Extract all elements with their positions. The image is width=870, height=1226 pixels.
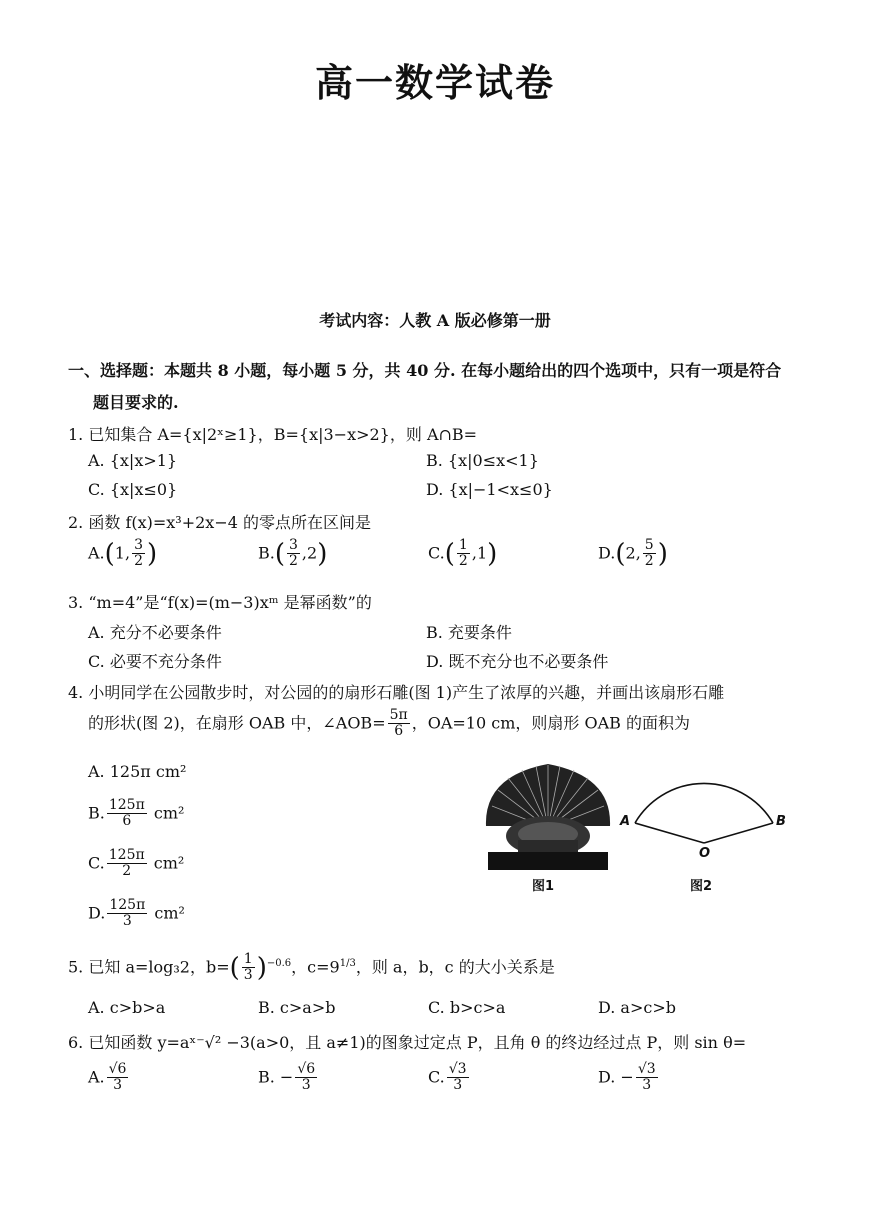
option-label: D. −: [598, 1067, 634, 1087]
q4-text: 的形状(图 2)，在扇形 OAB 中，∠AOB=: [88, 713, 386, 733]
q6-option-c: [428, 1062, 471, 1094]
option-label: B. −: [258, 1067, 294, 1087]
point-b-label: B: [776, 814, 786, 829]
option-label: B.: [258, 543, 275, 563]
numerator: √6: [297, 1061, 316, 1077]
exam-scope: 考试内容：人教 A 版必修第一册: [319, 311, 551, 330]
q3-option-a: A. 充分不必要条件: [88, 623, 222, 642]
q5-text: 5. 已知 a=log₃2，b=: [68, 957, 230, 977]
denominator: 2: [122, 863, 132, 880]
fraction: [107, 798, 147, 830]
figure-2-caption: 图2: [690, 879, 713, 894]
fraction: [107, 898, 147, 930]
denominator: 2: [134, 553, 143, 570]
fraction: [295, 1062, 317, 1094]
numerator: 1: [243, 951, 253, 967]
numerator: 125π: [108, 847, 145, 863]
q2-stem: 2. 函数 f(x)=x³+2x−4 的零点所在区间是: [68, 513, 371, 532]
figure-1-caption: 图1: [532, 879, 555, 894]
q1-stem: 1. 已知集合 A={x|2ˣ≥1}，B={x|3−x>2}，则 A∩B=: [68, 425, 478, 444]
q3-option-c: C. 必要不充分条件: [88, 652, 222, 671]
option-label: D.: [598, 543, 616, 563]
q5-option-b: B. c>a>b: [258, 998, 336, 1017]
q1-option-b: B. {x|0≤x<1}: [426, 451, 539, 470]
denominator: 6: [122, 813, 132, 830]
q5-option-c: C. b>c>a: [428, 998, 506, 1017]
q1-option-d: D. {x|−1<x≤0}: [426, 480, 553, 499]
exponent: 1/3: [339, 958, 356, 970]
denominator: 3: [113, 1077, 123, 1094]
q5-option-a: A. c>b>a: [88, 998, 166, 1017]
denominator: 3: [453, 1077, 463, 1094]
numerator: √3: [448, 1061, 467, 1077]
q4-option-d: [88, 898, 185, 930]
unit: cm²: [153, 853, 185, 873]
q3-option-b: B. 充要条件: [426, 623, 512, 642]
option-label: B.: [88, 803, 105, 823]
fraction: [636, 1062, 658, 1094]
q3-option-d: D. 既不充分也不必要条件: [426, 652, 609, 671]
fraction: [107, 848, 147, 880]
q4-option-c: [88, 848, 184, 880]
fan-sculpture-image: [478, 756, 618, 874]
q2-option-a: A.(1, $\frac{3}{2}$ ): [88, 537, 158, 570]
denominator: 3: [301, 1077, 311, 1094]
numerator: √6: [108, 1061, 127, 1077]
section-heading-cont: 题目要求的.: [93, 393, 179, 412]
option-label: D.: [88, 903, 106, 923]
denominator: 3: [243, 967, 253, 984]
option-label: C.: [428, 1067, 445, 1087]
q6-option-d: [598, 1062, 660, 1094]
point-a-label: A: [620, 814, 631, 829]
q1-option-c: C. {x|x≤0}: [88, 480, 178, 499]
interval-left: 2: [625, 543, 636, 563]
q4-stem-line1: 4. 小明同学在公园散步时，对公园的的扇形石雕(图 1)产生了浓厚的兴趣，并画出该扇形石雕: [68, 683, 725, 702]
option-label: C.: [428, 543, 445, 563]
unit: cm²: [154, 903, 185, 923]
fraction: [132, 538, 145, 570]
fraction: [457, 538, 470, 570]
numerator: 3: [289, 537, 298, 553]
q4-option-b: [88, 798, 184, 830]
unit: cm²: [153, 803, 185, 823]
q2-option-b: B.( $\frac{3}{2}$ ,2): [258, 537, 328, 570]
interval-right: 2: [307, 543, 318, 563]
numerator: 125π: [108, 797, 145, 813]
denominator: 2: [644, 553, 654, 570]
denominator: 2: [458, 553, 468, 570]
q6-option-b: [258, 1062, 319, 1094]
q6-stem: 6. 已知函数 y=aˣ⁻√² −3(a>0，且 a≠1)的图象过定点 P，且角 θ 的终边经过点 P，则 sin θ=: [68, 1033, 747, 1052]
q5-text: ，则 a，b，c 的大小关系是: [355, 957, 555, 977]
denominator: 2: [289, 553, 298, 570]
q5-stem: 5. 已知 a=log₃2，b=( $\frac{1}{3}$ )$^{-0.6}$，$c=9^{1/3}$，则 a，b，c 的大小关系是: [68, 951, 555, 984]
fraction: [643, 538, 656, 570]
q2-option-c: C.( $\frac{1}{2}$ ,1): [428, 537, 498, 570]
numerator: 3: [134, 537, 143, 553]
interval-left: 1: [114, 543, 125, 563]
fraction: [242, 952, 255, 984]
option-label: A.: [88, 543, 105, 563]
denominator: 3: [642, 1077, 652, 1094]
q1-option-a: A. {x|x>1}: [88, 451, 178, 470]
option-label: C.: [88, 853, 105, 873]
numerator: √3: [637, 1061, 656, 1077]
section-heading: 一、选择题：本题共 8 小题，每小题 5 分，共 40 分. 在每小题给出的四个选项中，只有一项是符合: [68, 361, 782, 380]
denominator: 3: [122, 913, 132, 930]
point-o-label: O: [699, 846, 711, 861]
fraction: [287, 538, 300, 570]
numerator: 1: [458, 537, 468, 553]
numerator: 5: [644, 537, 654, 553]
exponent: −0.6: [266, 958, 292, 970]
q2-option-d: D.(2, $\frac{5}{2}$ ): [598, 537, 668, 570]
q6-option-a: [88, 1062, 130, 1094]
page-title: 高一数学试卷: [314, 61, 555, 105]
q4-stem-line2: [88, 708, 690, 740]
fraction: [388, 708, 410, 740]
numerator: 125π: [109, 897, 146, 913]
q4-option-a: A. 125π cm²: [88, 762, 187, 781]
q5-text: ，c=9: [291, 957, 340, 977]
q3-stem: 3. “m=4”是“f(x)=(m−3)xᵐ 是幂函数”的: [68, 593, 372, 612]
option-label: A.: [88, 1067, 105, 1087]
numerator: 5π: [389, 707, 408, 723]
denominator: 6: [394, 723, 404, 740]
q5-option-d: D. a>c>b: [598, 998, 676, 1017]
q4-text: ，OA=10 cm，则扇形 OAB 的面积为: [411, 713, 690, 733]
fraction: [107, 1062, 129, 1094]
interval-right: 1: [476, 543, 488, 563]
fraction: [447, 1062, 469, 1094]
